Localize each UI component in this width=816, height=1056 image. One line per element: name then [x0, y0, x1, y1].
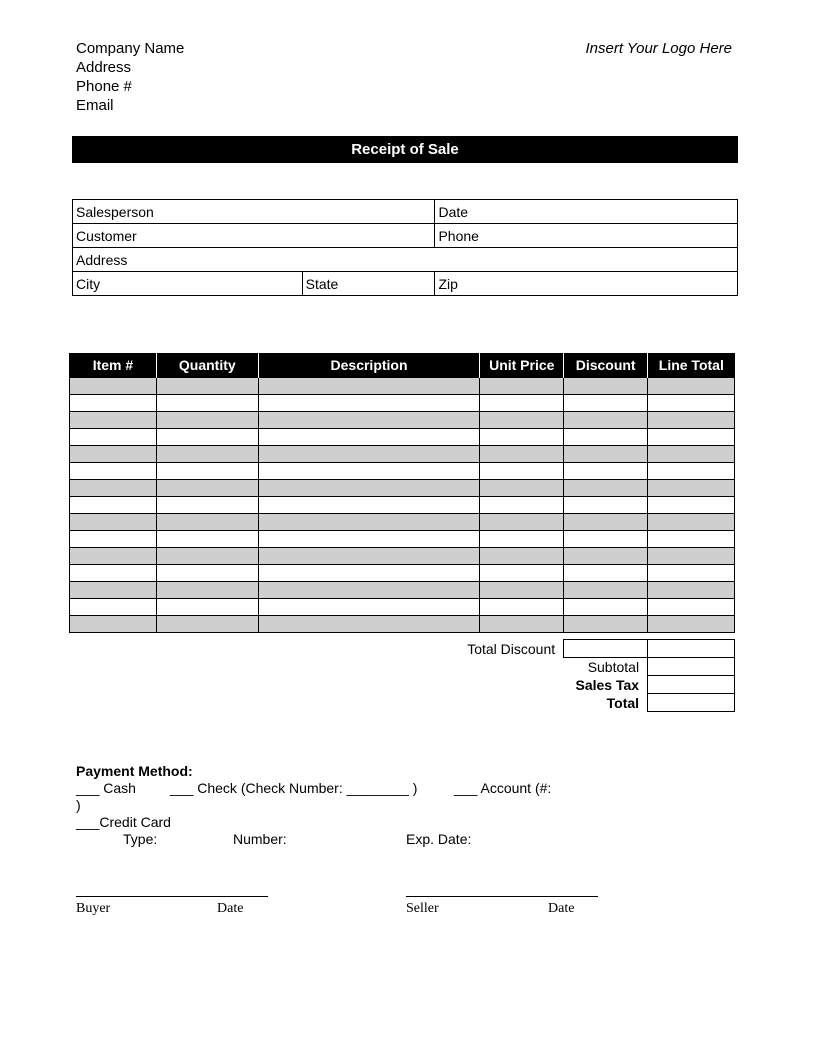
table-cell[interactable] — [480, 446, 564, 463]
table-cell[interactable] — [480, 582, 564, 599]
table-cell[interactable] — [564, 395, 648, 412]
city-field[interactable]: City — [73, 272, 303, 296]
company-email: Email — [76, 97, 114, 114]
table-cell[interactable] — [564, 548, 648, 565]
table-row — [70, 429, 735, 446]
table-cell[interactable] — [648, 446, 735, 463]
table-cell[interactable] — [156, 463, 258, 480]
table-cell[interactable] — [480, 548, 564, 565]
total-label: Total — [606, 694, 640, 711]
col-discount: Discount — [564, 353, 648, 378]
table-cell[interactable] — [480, 429, 564, 446]
company-name: Company Name — [76, 40, 185, 57]
table-cell[interactable] — [70, 548, 157, 565]
table-cell[interactable] — [258, 514, 480, 531]
table-cell[interactable] — [480, 463, 564, 480]
table-cell[interactable] — [258, 497, 480, 514]
company-info — [76, 39, 184, 115]
table-cell[interactable] — [564, 480, 648, 497]
table-cell[interactable] — [70, 565, 157, 582]
table-cell[interactable] — [70, 429, 157, 446]
table-cell[interactable] — [564, 497, 648, 514]
table-cell[interactable] — [648, 582, 735, 599]
table-cell[interactable] — [258, 565, 480, 582]
table-cell[interactable] — [258, 480, 480, 497]
table-cell[interactable] — [258, 599, 480, 616]
table-cell[interactable] — [480, 531, 564, 548]
table-cell[interactable] — [564, 446, 648, 463]
cash-option[interactable]: ___ Cash — [76, 780, 136, 796]
company-address: Address — [76, 59, 132, 76]
table-cell[interactable] — [156, 599, 258, 616]
table-cell[interactable] — [564, 616, 648, 633]
col-unit-price: Unit Price — [480, 353, 564, 378]
credit-card-option[interactable]: ___Credit Card — [76, 814, 171, 830]
table-cell[interactable] — [480, 378, 564, 395]
table-row — [70, 463, 735, 480]
table-cell[interactable] — [156, 395, 258, 412]
col-item-number: Item # — [70, 353, 157, 378]
sales-tax-value[interactable] — [648, 676, 735, 694]
table-cell[interactable] — [70, 463, 157, 480]
table-cell[interactable] — [648, 514, 735, 531]
table-row — [70, 616, 735, 633]
items-table — [69, 353, 735, 633]
total-discount-value[interactable] — [564, 640, 648, 658]
table-cell[interactable] — [648, 412, 735, 429]
table-cell[interactable] — [648, 395, 735, 412]
buyer-label: Buyer — [76, 901, 111, 916]
table-cell[interactable] — [70, 412, 157, 429]
subtotal-value[interactable] — [648, 658, 735, 676]
card-type-label: Type: — [123, 831, 158, 847]
table-cell[interactable] — [648, 497, 735, 514]
table-cell[interactable] — [156, 565, 258, 582]
table-cell[interactable] — [258, 616, 480, 633]
table-cell[interactable] — [564, 412, 648, 429]
table-cell[interactable] — [648, 378, 735, 395]
subtotal-label: Subtotal — [587, 658, 640, 675]
table-cell[interactable] — [564, 378, 648, 395]
table-cell[interactable] — [156, 531, 258, 548]
table-cell[interactable] — [648, 531, 735, 548]
table-cell[interactable] — [648, 429, 735, 446]
table-cell[interactable] — [258, 429, 480, 446]
table-cell[interactable] — [564, 582, 648, 599]
buyer-date-label: Date — [217, 901, 244, 916]
table-cell[interactable] — [156, 497, 258, 514]
date-field[interactable]: Date — [435, 200, 738, 224]
total-value[interactable] — [648, 694, 735, 712]
total-discount-label: Total Discount — [467, 640, 556, 657]
payment-heading: Payment Method: — [76, 763, 193, 779]
customer-field[interactable]: Customer — [73, 224, 435, 248]
table-cell[interactable] — [564, 514, 648, 531]
exp-date-label: Exp. Date: — [406, 831, 472, 847]
table-cell[interactable] — [648, 565, 735, 582]
table-row — [70, 565, 735, 582]
table-cell[interactable] — [70, 514, 157, 531]
seller-label: Seller — [406, 901, 439, 916]
table-cell[interactable] — [564, 429, 648, 446]
table-cell[interactable] — [480, 395, 564, 412]
seller-date-label: Date — [548, 901, 575, 916]
table-row — [70, 548, 735, 565]
table-cell[interactable] — [480, 497, 564, 514]
table-cell[interactable] — [156, 378, 258, 395]
table-row — [70, 514, 735, 531]
table-cell[interactable] — [480, 480, 564, 497]
salesperson-field[interactable]: Salesperson — [73, 200, 435, 224]
table-cell[interactable] — [258, 395, 480, 412]
table-cell[interactable] — [70, 378, 157, 395]
account-close-paren: ) — [76, 797, 81, 813]
table-cell[interactable] — [258, 412, 480, 429]
table-cell[interactable] — [648, 616, 735, 633]
table-cell[interactable] — [648, 548, 735, 565]
table-cell[interactable] — [70, 480, 157, 497]
table-cell[interactable] — [70, 395, 157, 412]
receipt-title: Receipt of Sale — [72, 136, 738, 163]
table-cell[interactable] — [258, 463, 480, 480]
table-cell[interactable] — [480, 599, 564, 616]
table-cell[interactable] — [156, 582, 258, 599]
table-cell[interactable] — [648, 463, 735, 480]
check-option[interactable]: ___ Check (Check Number: ________ ) — [170, 780, 418, 796]
table-row — [70, 582, 735, 599]
table-cell[interactable] — [70, 582, 157, 599]
table-cell[interactable] — [648, 599, 735, 616]
table-row — [70, 497, 735, 514]
table-cell[interactable] — [648, 480, 735, 497]
table-cell[interactable] — [70, 497, 157, 514]
seller-signature-line[interactable] — [406, 896, 598, 897]
table-row — [70, 395, 735, 412]
card-number-label: Number: — [233, 831, 287, 847]
table-cell[interactable] — [156, 429, 258, 446]
table-cell[interactable] — [480, 565, 564, 582]
phone-field[interactable]: Phone — [435, 224, 738, 248]
table-cell[interactable] — [564, 463, 648, 480]
table-cell[interactable] — [258, 378, 480, 395]
table-row — [70, 531, 735, 548]
buyer-signature-line[interactable] — [76, 896, 268, 897]
table-cell[interactable] — [564, 599, 648, 616]
col-quantity: Quantity — [156, 353, 258, 378]
table-cell[interactable] — [70, 599, 157, 616]
table-cell[interactable] — [70, 531, 157, 548]
address-field[interactable]: Address — [73, 248, 738, 272]
table-cell[interactable] — [564, 531, 648, 548]
table-cell[interactable] — [480, 616, 564, 633]
table-cell[interactable] — [258, 548, 480, 565]
table-row — [70, 378, 735, 395]
table-cell[interactable] — [258, 582, 480, 599]
zip-field[interactable]: Zip — [435, 272, 738, 296]
table-cell[interactable] — [156, 412, 258, 429]
table-cell[interactable] — [480, 514, 564, 531]
col-line-total: Line Total — [648, 353, 735, 378]
totals-table — [69, 639, 735, 712]
table-cell[interactable] — [258, 446, 480, 463]
total-discount-line[interactable] — [648, 640, 735, 658]
customer-info-table — [72, 199, 738, 296]
table-row — [70, 446, 735, 463]
state-field[interactable]: State — [302, 272, 435, 296]
table-row — [70, 599, 735, 616]
table-cell[interactable] — [156, 616, 258, 633]
table-cell[interactable] — [564, 565, 648, 582]
table-cell[interactable] — [156, 548, 258, 565]
table-cell[interactable] — [156, 446, 258, 463]
table-row — [70, 412, 735, 429]
table-cell[interactable] — [480, 412, 564, 429]
table-cell[interactable] — [70, 616, 157, 633]
table-cell[interactable] — [70, 446, 157, 463]
table-cell[interactable] — [156, 480, 258, 497]
logo-placeholder: Insert Your Logo Here — [585, 40, 732, 57]
company-phone: Phone # — [76, 78, 132, 95]
table-cell[interactable] — [258, 531, 480, 548]
item-rows — [70, 378, 735, 633]
account-option[interactable]: ___ Account (#: — [454, 780, 552, 796]
table-row — [70, 480, 735, 497]
col-description: Description — [258, 353, 480, 378]
sales-tax-label: Sales Tax — [575, 676, 640, 693]
table-cell[interactable] — [156, 514, 258, 531]
